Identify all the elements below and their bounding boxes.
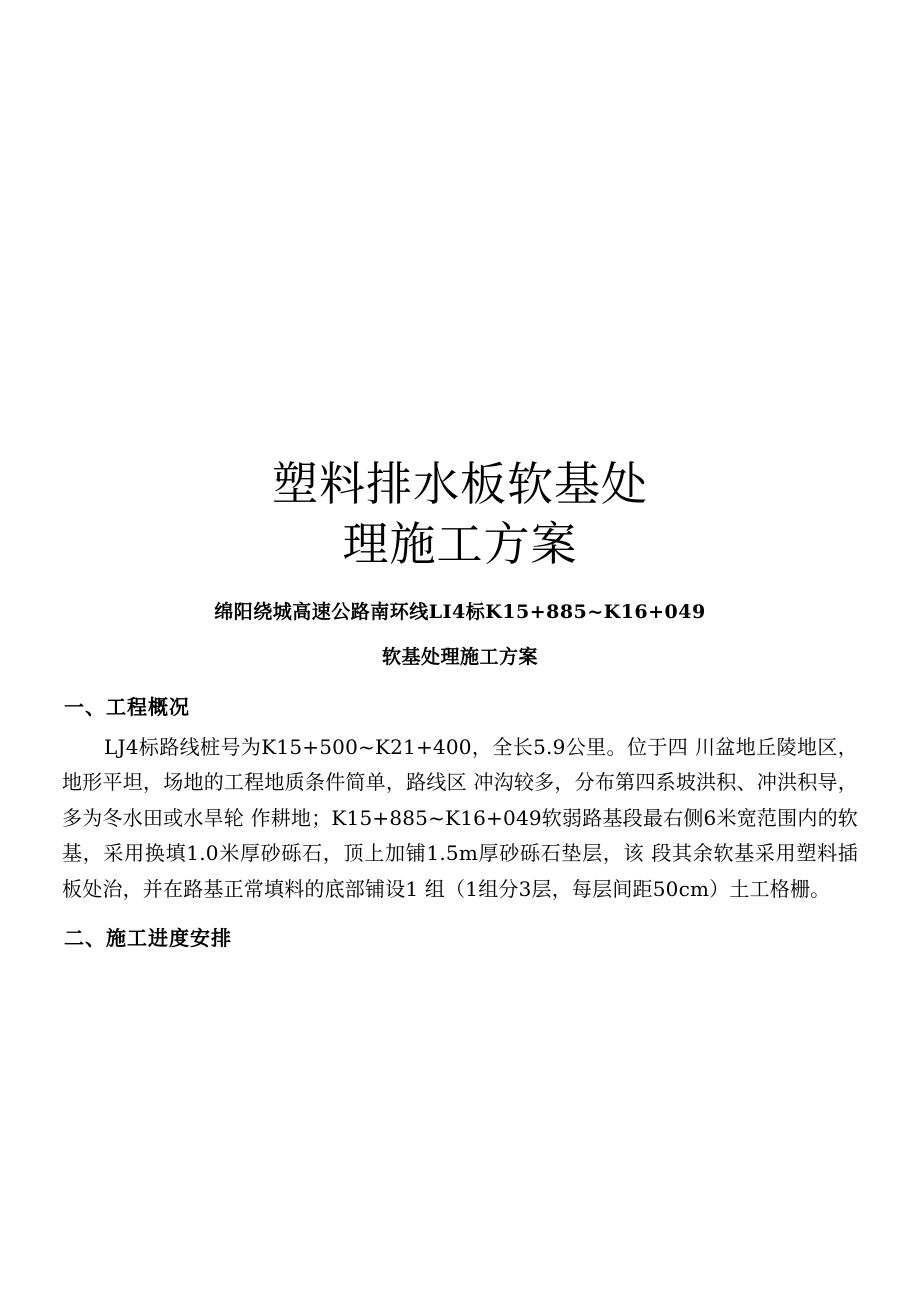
section-heading-schedule: 二、施工进度安排 [64, 925, 232, 950]
document-subtitle-secondary: 软基处理施工方案 [381, 645, 538, 668]
section-heading-overview: 一、工程概况 [64, 694, 190, 719]
section-paragraph-overview [62, 730, 858, 908]
page-title-line-1: 塑料排水板软基处 [272, 457, 648, 511]
page-title-line-2: 理施工方案 [342, 516, 578, 571]
paragraph-text: LJ4标路线桩号为K15+500~K21+400，全长5.9公里。位于四 川盆地丘陵地区，地形平坦，场地的工程地质条件简单，路线区 冲沟较多，分布第四系坡洪积、冲洪积导，多为冬水田或水旱轮 作耕地；K15+885~K16+049软弱路基段最右侧6米宽范围内的软 基，采用换填1.0米厚砂砾石，顶上加铺1.5m厚砂砾石垫层，该 段其余软基采用塑料插板处治，并在路基正常填料的底部铺设1 组（1组分3层，每层间距50cm）土工格栅。 [62, 734, 858, 901]
page-title [62, 455, 858, 575]
document-subtitle-primary: 绵阳绕城高速公路南环线LI4标K15+885~K16+049 [214, 600, 706, 623]
top-spacer [62, 0, 858, 455]
